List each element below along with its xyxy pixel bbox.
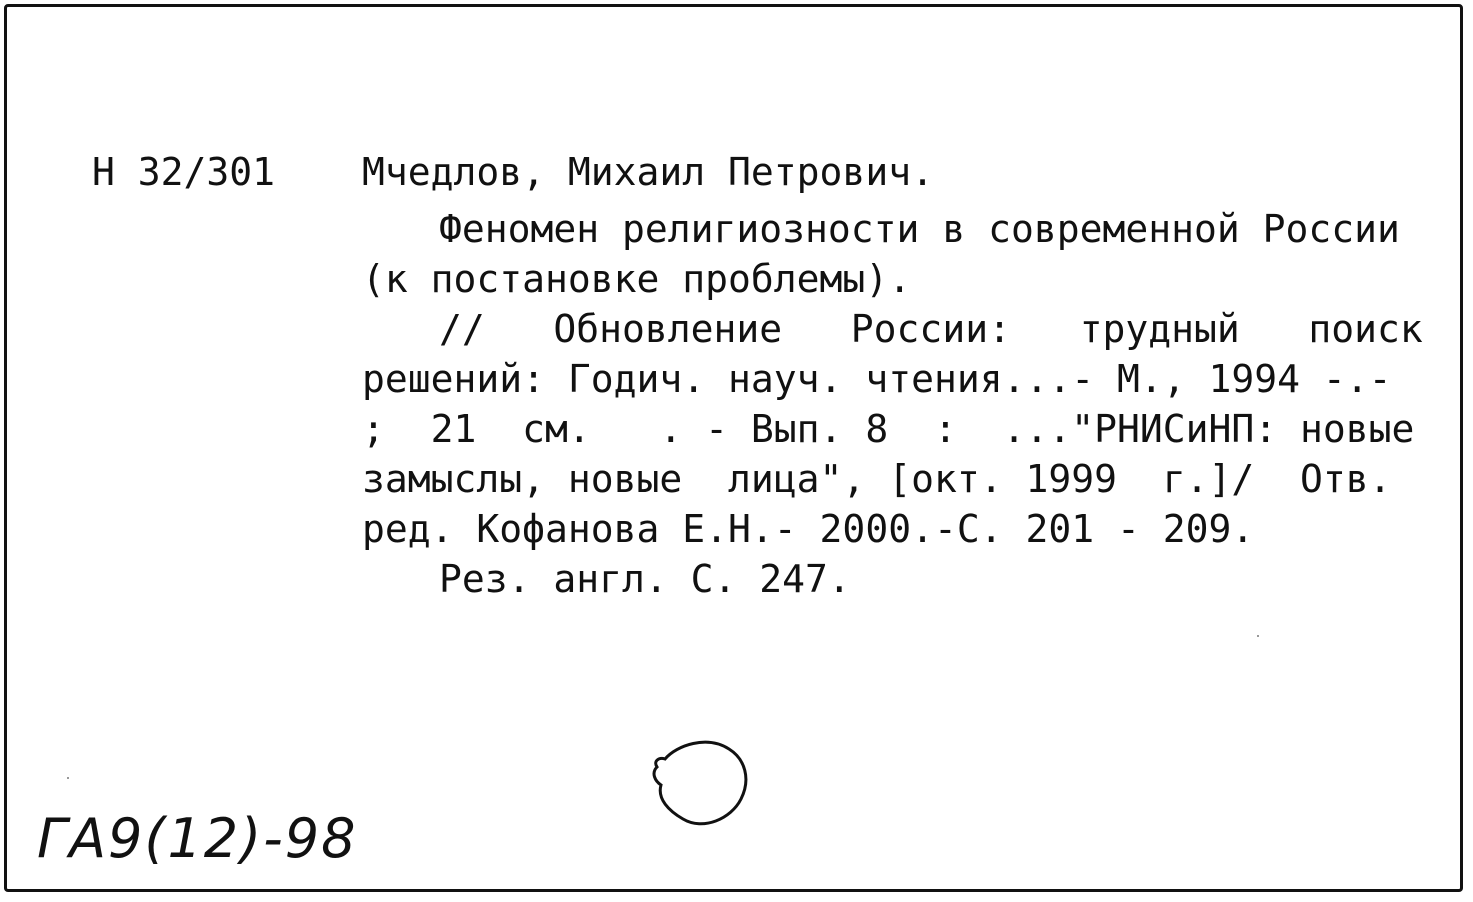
punch-hole-icon [637, 727, 757, 837]
author-line: Мчедлов, Михаил Петрович. [362, 150, 934, 194]
title-line-1: Феномен религиозности в современной России [439, 207, 1400, 251]
source-line-2: решений: Годич. науч. чтения...- М., 1994 -.- [362, 357, 1392, 401]
source-line-3: ; 21 см. . - Вып. 8 : ..."РНИСиНП: новые [362, 407, 1415, 451]
title-line-2: (к постановке проблемы). [362, 257, 912, 301]
summary-note: Рез. англ. С. 247. [439, 557, 851, 601]
handwritten-note: ГА9(12)-98 [37, 807, 358, 870]
source-line-1: // Обновление России: трудный поиск [439, 307, 1423, 351]
paper-speck [67, 777, 69, 779]
paper-speck [1257, 635, 1259, 637]
shelfmark: Н 32/301 [92, 150, 276, 194]
source-line-4: замыслы, новые лица", [окт. 1999 г.]/ Отв. [362, 457, 1392, 501]
source-line-5: ред. Кофанова Е.Н.- 2000.-С. 201 - 209. [362, 507, 1255, 551]
catalog-card [4, 4, 1463, 892]
